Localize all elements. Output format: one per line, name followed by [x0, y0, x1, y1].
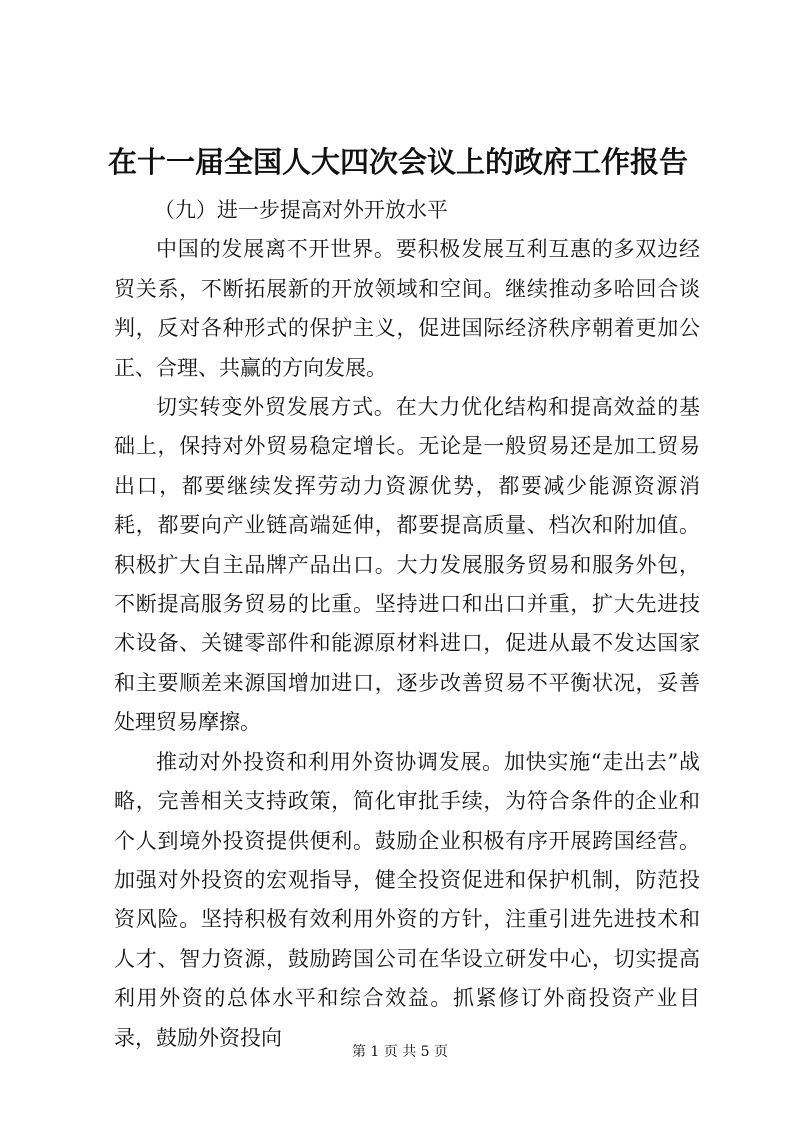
page-number-label: 第 1 页 共 5 页 — [351, 1044, 449, 1060]
page-footer — [0, 1042, 800, 1062]
document-body — [114, 191, 700, 1058]
paragraph-3: 推动对外投资和利用外资协调发展。加快实施“走出去”战略，完善相关支持政策，简化审批手续，为符合条件的企业和个人到境外投资提供便利。鼓励企业积极有序开展跨国经营。加强对外投资的宏观指导，健全投资促进和保护机制，防范投资风险。坚持积极有效利用外资的方针，注重引进先进技术和人才、智力资源，鼓励跨国公司在华设立研发中心，切实提高利用外资的总体水平和综合效益。抓紧修订外商投资产业目录，鼓励外资投向 — [114, 749, 700, 1050]
document-title: 在十一届全国人大四次会议上的政府工作报告 — [108, 145, 689, 179]
paragraph-2: 切实转变外贸发展方式。在大力优化结构和提高效益的基础上，保持对外贸易稳定增长。无论是一般贸易还是加工贸易出口，都要继续发挥劳动力资源优势，都要减少能源资源消耗，都要向产业链高端延伸，都要提高质量、档次和附加值。积极扩大自主品牌产品出口。大力发展服务贸易和服务外包，不断提高服务贸易的比重。坚持进口和出口并重，扩大先进技术设备、关键零部件和能源原材料进口，促进从最不发达国家和主要顺差来源国增加进口，逐步改善贸易不平衡状况，妥善处理贸易摩擦。 — [114, 395, 700, 735]
section-heading: （九）进一步提高对外开放水平 — [153, 198, 448, 222]
paragraph-1: 中国的发展离不开世界。要积极发展互利互惠的多双边经贸关系，不断拓展新的开放领域和空间。继续推动多哈回合谈判，反对各种形式的保护主义，促进国际经济秩序朝着更加公正、合理、共赢的方向发展。 — [114, 237, 700, 380]
